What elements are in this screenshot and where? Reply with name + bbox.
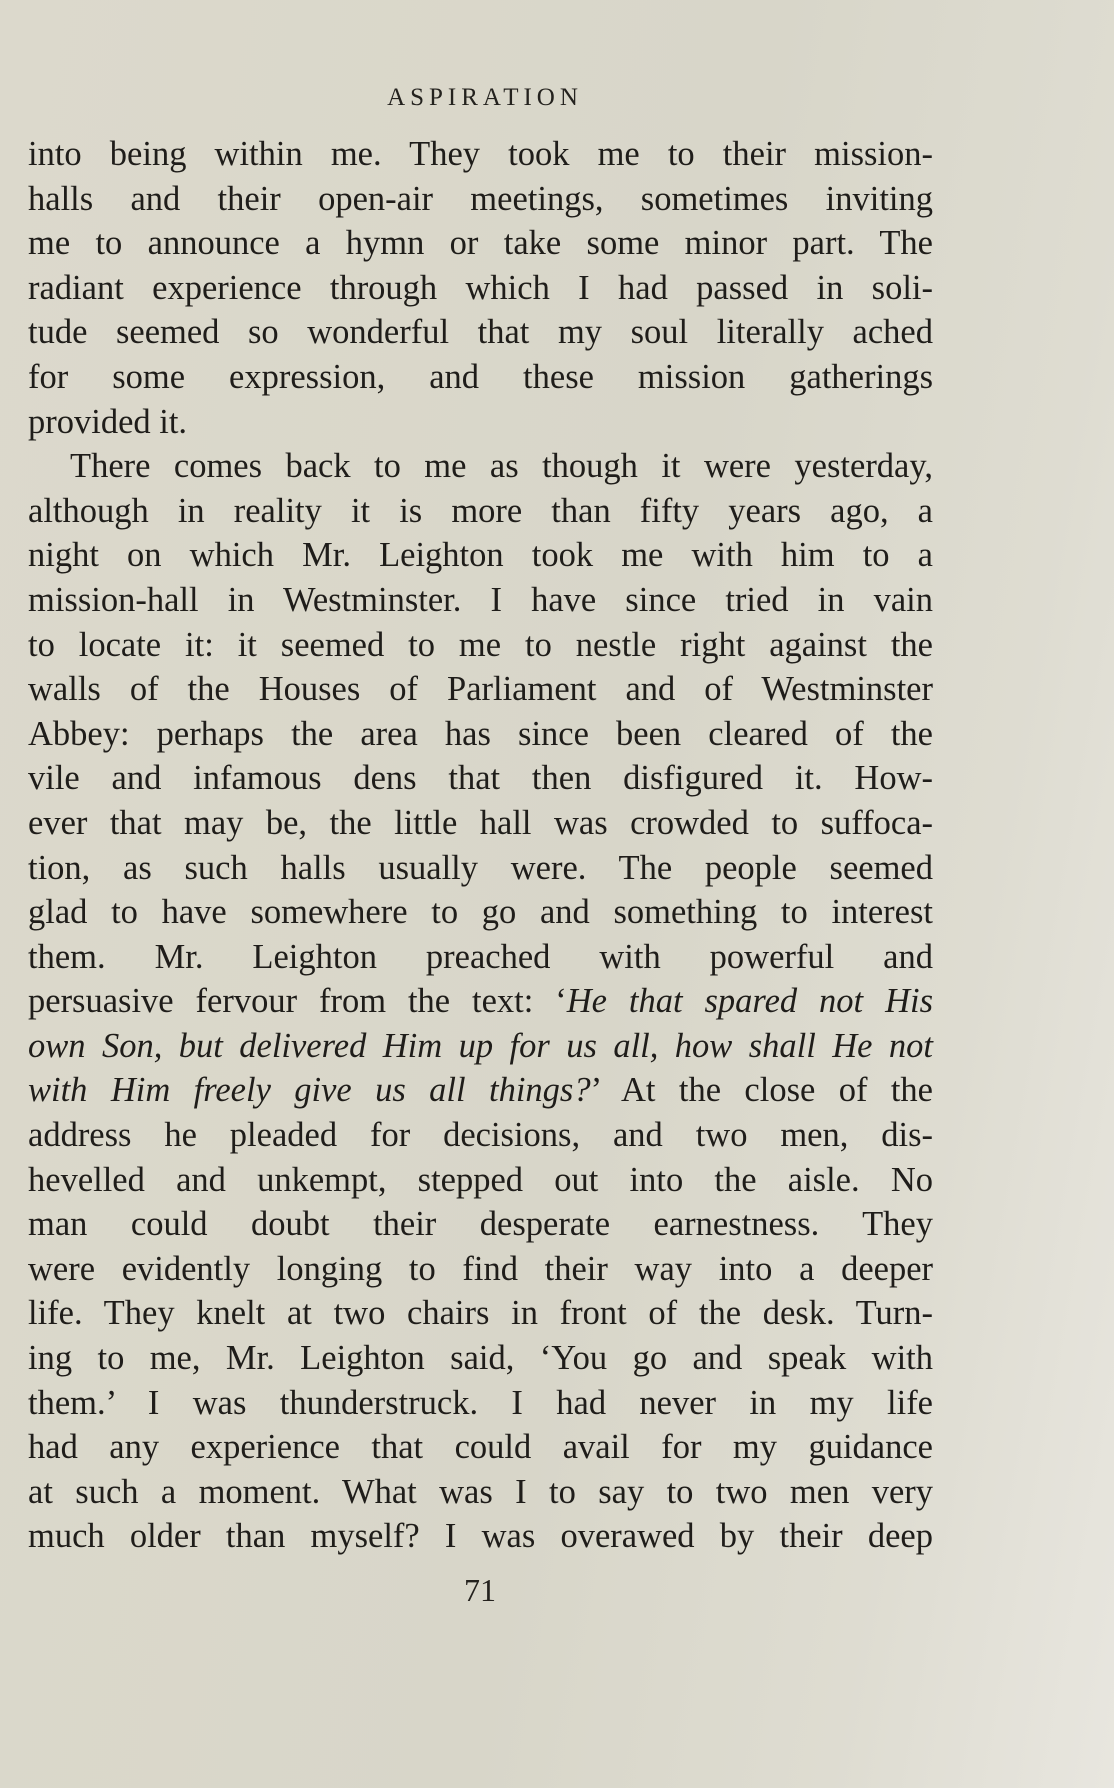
text-segment: ever that may be, the little hall was crowded to suffoca- [28,803,933,842]
text-segment: Abbey: perhaps the area has since been cleared of the [28,714,933,753]
text-segment: them.’ I was thunderstruck. I had never in my life [28,1383,933,1422]
text-line [28,935,933,980]
running-head: ASPIRATION [387,84,583,111]
text-line [28,1247,933,1292]
text-line [28,1470,933,1515]
text-segment: man could doubt their desperate earnestness. They [28,1205,933,1244]
text-line [28,801,933,846]
text-segment: much older than myself? I was overawed by their deep [28,1517,933,1556]
text-segment: life. They knelt at two chairs in front of the desk. Turn- [28,1294,933,1333]
text-segment: provided it. [28,402,188,441]
text-line [28,1158,933,1203]
text-segment: persuasive fervour from the text: ‘ [28,982,567,1021]
text-line [28,444,933,489]
text-line [28,667,933,712]
text-line [28,846,933,891]
text-segment: them. Mr. Leighton preached with powerful and [28,937,933,976]
text-line [28,623,933,668]
text-line [28,310,933,355]
text-line [28,1024,933,1069]
text-line [28,979,933,1024]
page-number: 71 [464,1572,496,1608]
text-line [28,1381,933,1426]
text-segment: to locate it: it seemed to me to nestle right against the [28,625,933,664]
text-segment: vile and infamous dens that then disfigured it. How- [28,759,933,798]
text-line [28,1336,933,1381]
text-segment: although in reality it is more than fifty years ago, a [28,491,933,530]
body-text [28,132,933,1559]
text-segment: halls and their open-air meetings, sometimes inviting [28,179,933,218]
text-line [28,1514,933,1559]
text-segment: radiant experience through which I had passed in soli- [28,268,933,307]
text-line [28,355,933,400]
text-segment: walls of the Houses of Parliament and of Westminster [28,670,933,709]
text-line [28,756,933,801]
text-line [28,890,933,935]
text-segment: ’ At the close of the [590,1071,933,1110]
text-line [28,266,933,311]
text-segment: night on which Mr. Leighton took me with him to a [28,536,933,575]
text-line [28,533,933,578]
text-segment: address he pleaded for decisions, and two men, dis- [28,1116,933,1155]
italic-quote-segment: with Him freely give us all things? [28,1071,591,1110]
italic-quote-segment: He that spared not His [566,982,933,1021]
text-segment: There comes back to me as though it were yesterday, [70,447,933,486]
text-line [28,221,933,266]
text-segment: tude seemed so wonderful that my soul literally ached [28,313,933,352]
text-line [28,400,933,445]
text-line [28,489,933,534]
italic-quote-segment: own Son, but delivered Him up for us all, how shall He not [28,1026,933,1065]
text-segment: ing to me, Mr. Leighton said, ‘You go and speak with [28,1339,933,1378]
text-line [28,132,933,177]
text-line [28,578,933,623]
text-segment: me to announce a hymn or take some minor part. The [28,224,933,263]
text-segment: hevelled and unkempt, stepped out into the aisle. No [28,1160,933,1199]
text-line [28,1291,933,1336]
text-segment: into being within me. They took me to their mission- [28,135,933,173]
text-line [28,712,933,757]
text-segment: at such a moment. What was I to say to two men very [28,1472,933,1511]
text-line [28,1113,933,1158]
text-segment: tion, as such halls usually were. The people seemed [28,848,933,887]
text-segment: glad to have somewhere to go and something to interest [28,893,933,932]
text-segment: mission-hall in Westminster. I have since tried in vain [28,580,933,619]
text-segment: had any experience that could avail for my guidance [28,1428,933,1467]
text-line [28,1068,933,1113]
text-segment: for some expression, and these mission gatherings [28,357,933,396]
text-line [28,177,933,222]
text-line [28,1425,933,1470]
text-line [28,1202,933,1247]
text-segment: were evidently longing to find their way into a deeper [28,1249,933,1288]
